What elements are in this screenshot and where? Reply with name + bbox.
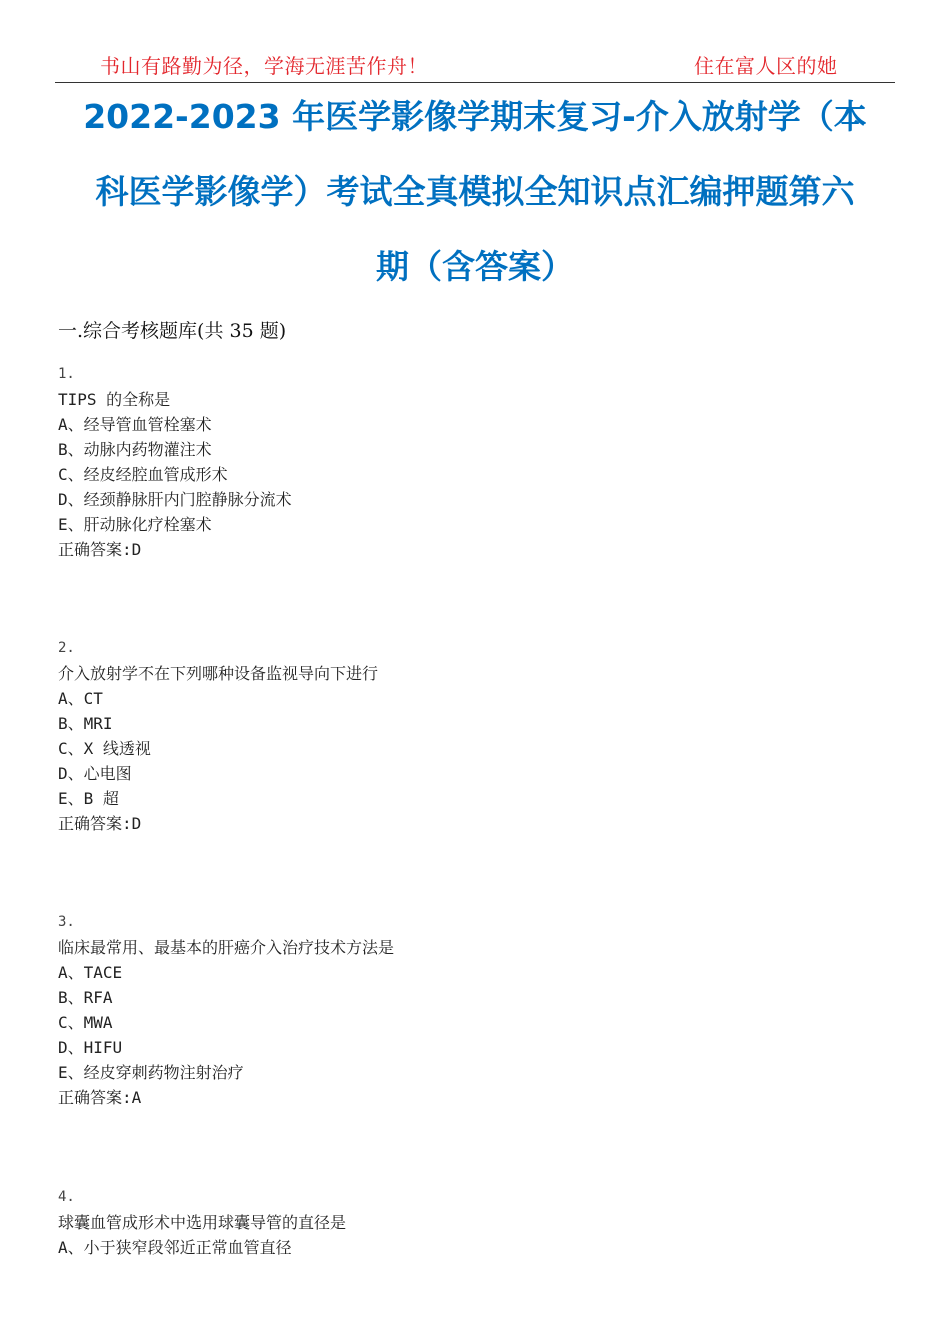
question-stem: 介入放射学不在下列哪种设备监视导向下进行 <box>58 664 379 683</box>
header-motto-right: 住在富人区的她 <box>694 54 838 78</box>
title-line-1: 2022-2023 年医学影像学期末复习-介入放射学（本 <box>83 97 867 136</box>
option-b: B、MRI <box>58 714 113 733</box>
option-a: A、TACE <box>58 963 123 982</box>
option-b: B、动脉内药物灌注术 <box>58 440 212 459</box>
option-b: B、RFA <box>58 988 113 1007</box>
option-a: A、CT <box>58 689 103 708</box>
option-a: A、经导管血管栓塞术 <box>58 415 212 434</box>
option-e: E、经皮穿刺药物注射治疗 <box>58 1063 244 1082</box>
title-line-3: 期（含答案） <box>376 247 574 286</box>
answer: 正确答案:D <box>58 814 142 833</box>
option-e: E、肝动脉化疗栓塞术 <box>58 515 212 534</box>
document-title <box>50 79 900 304</box>
answer: 正确答案:A <box>58 1088 142 1107</box>
question-stem: 球囊血管成形术中选用球囊导管的直径是 <box>58 1213 347 1232</box>
option-d: D、心电图 <box>58 764 132 783</box>
question-1 <box>58 362 292 562</box>
option-c: C、MWA <box>58 1013 113 1032</box>
title-line-2: 科医学影像学）考试全真模拟全知识点汇编押题第六 <box>95 172 855 211</box>
header-motto-left: 书山有路勤为径，学海无涯苦作舟！ <box>100 54 428 78</box>
question-3 <box>58 910 394 1110</box>
question-4 <box>58 1185 346 1260</box>
question-2 <box>58 636 378 836</box>
option-d: D、HIFU <box>58 1038 123 1057</box>
option-c: C、经皮经腔血管成形术 <box>58 465 228 484</box>
question-number: 1. <box>58 366 75 382</box>
question-stem: TIPS 的全称是 <box>58 390 171 409</box>
question-number: 3. <box>58 914 75 930</box>
option-a: A、小于狭窄段邻近正常血管直径 <box>58 1238 292 1257</box>
question-number: 4. <box>58 1189 75 1205</box>
answer: 正确答案:D <box>58 540 142 559</box>
section-heading: 一.综合考核题库(共 35 题) <box>58 320 287 342</box>
question-stem: 临床最常用、最基本的肝癌介入治疗技术方法是 <box>58 938 395 957</box>
question-number: 2. <box>58 640 75 656</box>
option-e: E、B 超 <box>58 789 119 808</box>
option-d: D、经颈静脉肝内门腔静脉分流术 <box>58 490 292 509</box>
option-c: C、X 线透视 <box>58 739 151 758</box>
